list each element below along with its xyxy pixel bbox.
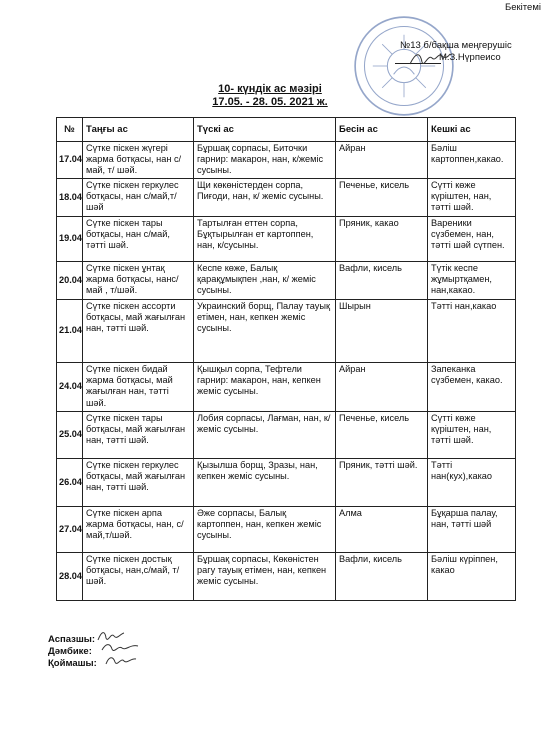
row-dinner: Сүтті көже күріштен, нан, тәтті шәй. [428, 412, 516, 459]
row-dinner: Бәліш картоппен,какао. [428, 142, 516, 179]
row-dinner: Түтік кеспе жұмыртқамен, нан,какао. [428, 262, 516, 300]
row-breakfast: Сүтке піскен ассорти ботқасы, май жағылған нан, тәтті шәй. [83, 300, 194, 363]
row-breakfast: Сүтке піскен жүгері жарма ботқасы, нан с/май, т/ шәй. [83, 142, 194, 179]
row-date: 19.04 [57, 217, 83, 262]
header-dinner: Кешкі ас [428, 118, 516, 142]
table-row [57, 142, 516, 179]
approval-name: М.З.Нүрпеисо [439, 52, 501, 63]
row-lunch: Әже сорпасы, Балық картоппен, нан, кепкен жеміс сусыны. [194, 507, 336, 553]
row-snack: Печенье, кисель [336, 412, 428, 459]
table-row [57, 412, 516, 459]
table-row [57, 363, 516, 412]
table-row [57, 300, 516, 363]
menu-title: 10- күндік ас мәзірі [218, 83, 322, 95]
approval-position: №13 б/бақша меңгерушіс [400, 40, 512, 51]
row-lunch: Қызылша борщ, Зразы, нан, кепкен жеміс сусыны. [194, 459, 336, 507]
row-lunch: Лобия сорпасы, Лағман, нан, к/жеміс сусыны. [194, 412, 336, 459]
row-lunch: Украинский борщ, Палау тауық етімен, нан, кепкен жеміс сусыны. [194, 300, 336, 363]
row-breakfast: Сүтке піскен тары ботқасы, нан с/май, тәтті шәй. [83, 217, 194, 262]
table-row [57, 459, 516, 507]
row-snack: Айран [336, 363, 428, 412]
row-lunch: Бұршақ сорпасы, Биточки гарнир: макарон, нан, к/жеміс сусыны. [194, 142, 336, 179]
row-dinner: Тәтті нан,какао [428, 300, 516, 363]
row-date: 24.04 [57, 363, 83, 412]
row-breakfast: Сүтке піскен геркулес ботқасы, нан с/май,т/шәй [83, 179, 194, 217]
row-date: 21.04 [57, 300, 83, 363]
dietitian-label: Дәмбике: [48, 646, 92, 657]
header-number: № [57, 118, 83, 142]
row-lunch: Қышқыл сорпа, Тефтели гарнир: макарон, нан, кепкен жеміс сусыны. [194, 363, 336, 412]
row-breakfast: Сүтке піскен геркулес ботқасы, май жағылған нан, тәтті шәй. [83, 459, 194, 507]
row-breakfast: Сүтке піскен бидай жарма ботқасы, май жағылған нан, тәтті шәй. [83, 363, 194, 412]
row-snack: Алма [336, 507, 428, 553]
row-snack: Вафли, кисель [336, 262, 428, 300]
row-dinner: Вареники сүзбемен, нан, тәтті шәй сүтпен. [428, 217, 516, 262]
row-date: 17.04 [57, 142, 83, 179]
row-date: 18.04 [57, 179, 83, 217]
row-dinner: Сүтті көже күріштен, нан, тәтті шәй. [428, 179, 516, 217]
header-snack: Бесін ас [336, 118, 428, 142]
table-row [57, 507, 516, 553]
row-lunch: Тартылған еттен сорпа, Бұқтырылған ет картоппен, нан, к/сусыны. [194, 217, 336, 262]
row-dinner: Бәліш күріппен, какао [428, 553, 516, 601]
row-dinner: Бұқарша палау, нан, тәтті шәй [428, 507, 516, 553]
table-row [57, 179, 516, 217]
director-signature-icon [408, 48, 452, 70]
row-snack: Шырын [336, 300, 428, 363]
row-snack: Айран [336, 142, 428, 179]
row-breakfast: Сүтке піскен достық ботқасы, нан,с/май, т/шәй. [83, 553, 194, 601]
row-breakfast: Сүтке піскен ұнтақ жарма ботқасы, нанс/май , т/шәй. [83, 262, 194, 300]
row-date: 28.04 [57, 553, 83, 601]
header-lunch: Түскі ас [194, 118, 336, 142]
table-row [57, 553, 516, 601]
row-lunch: Бұршақ сорпасы, Көкөністен рагу тауық етімен, нан, кепкен жеміс сусыны. [194, 553, 336, 601]
row-snack: Печенье, кисель [336, 179, 428, 217]
table-row [57, 262, 516, 300]
table-row [57, 217, 516, 262]
header-breakfast: Таңғы ас [83, 118, 194, 142]
menu-period: 17.05. - 28. 05. 2021 ж. [212, 96, 328, 108]
storekeeper-signature-icon [104, 652, 138, 668]
row-date: 25.04 [57, 412, 83, 459]
row-dinner: Запеканка сүзбемен, какао. [428, 363, 516, 412]
row-breakfast: Сүтке піскен тары ботқасы, май жағылған нан, тәтті шәй. [83, 412, 194, 459]
row-date: 27.04 [57, 507, 83, 553]
row-dinner: Тәтті нан(кух),какао [428, 459, 516, 507]
row-lunch: Кеспе көже, Балық қарақұмықпен ,нан, к/ жеміс сусыны. [194, 262, 336, 300]
row-snack: Пряник, какао [336, 217, 428, 262]
storekeeper-label: Қоймашы: [48, 658, 97, 669]
row-snack: Вафли, кисель [336, 553, 428, 601]
cook-label: Аспазшы: [48, 634, 96, 645]
menu-table [56, 117, 516, 601]
row-snack: Пряник, тәтті шәй. [336, 459, 428, 507]
row-date: 26.04 [57, 459, 83, 507]
row-lunch: Щи көкөністерден сорпа, Пиғоди, нан, к/ жеміс сусыны. [194, 179, 336, 217]
approval-title: Бекітемі [505, 2, 541, 13]
row-date: 20.04 [57, 262, 83, 300]
table-header-row [57, 118, 516, 142]
row-breakfast: Сүтке піскен арпа жарма ботқасы, нан, с/май,т/шәй. [83, 507, 194, 553]
